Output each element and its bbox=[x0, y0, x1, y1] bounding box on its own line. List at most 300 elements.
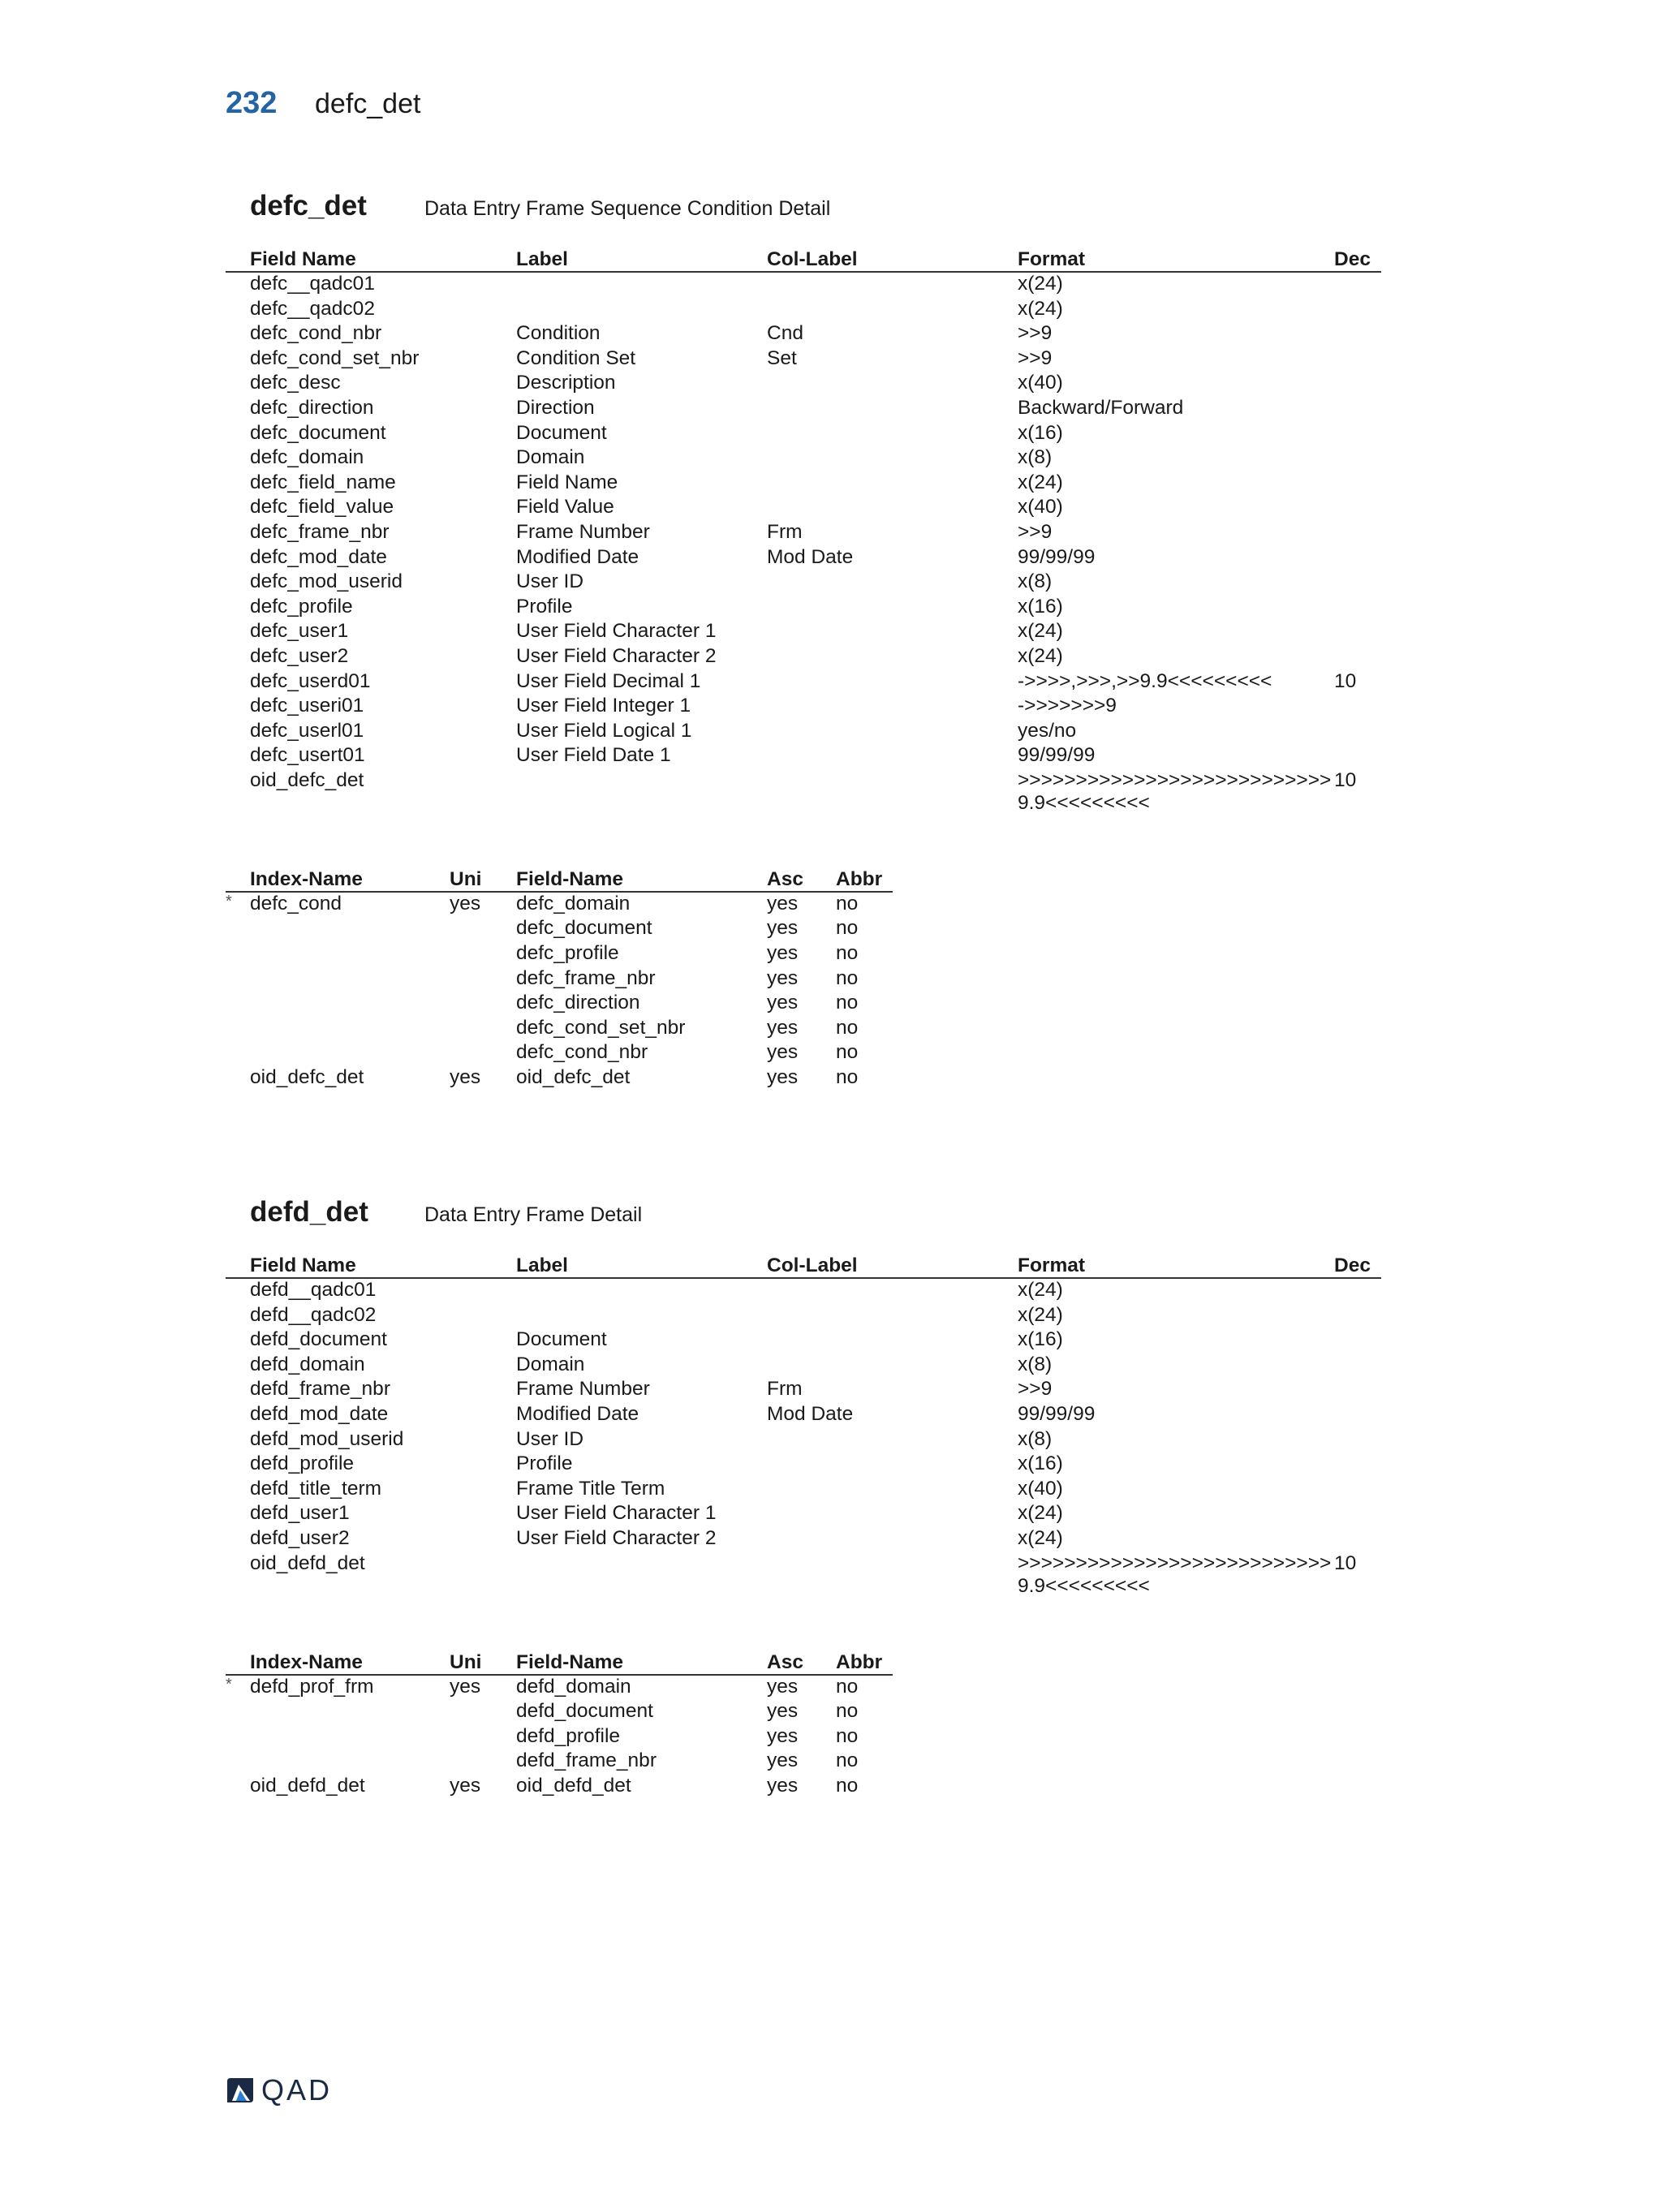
col-label-cell bbox=[767, 744, 1018, 769]
dec-cell bbox=[1334, 1478, 1381, 1503]
abbr-cell: no bbox=[836, 1041, 859, 1064]
index-name-cell: oid_defd_det bbox=[250, 1774, 365, 1797]
col-label-cell bbox=[767, 645, 1018, 670]
row-spacer bbox=[226, 1502, 250, 1527]
format-cell: x(8) bbox=[1018, 1427, 1053, 1450]
dec-cell bbox=[1334, 1452, 1381, 1478]
abbr-cell: no bbox=[836, 917, 859, 940]
ascending-cell: yes bbox=[767, 1724, 799, 1747]
field-name-cell: defd_title_term bbox=[250, 1477, 382, 1500]
field-name-cell: defd_domain bbox=[250, 1353, 365, 1375]
header-spacer bbox=[226, 867, 250, 892]
format-cell: x(16) bbox=[1018, 421, 1063, 444]
table-row bbox=[226, 496, 1381, 521]
index-name-cell bbox=[250, 992, 450, 1017]
abbr-cell: no bbox=[836, 1724, 859, 1747]
field-name-cell: oid_defd_det bbox=[250, 1551, 365, 1574]
format-cell: >>9 bbox=[1018, 1378, 1053, 1401]
index-table bbox=[226, 867, 893, 1091]
col-label-cell: Mod Date bbox=[767, 545, 854, 568]
index-name-cell bbox=[250, 967, 450, 992]
label-cell: Modified Date bbox=[516, 1402, 639, 1425]
label-cell: Profile bbox=[516, 1452, 573, 1475]
col-label-cell bbox=[767, 1304, 1018, 1329]
col-label-cell bbox=[767, 446, 1018, 471]
primary-index-marker bbox=[226, 1041, 250, 1066]
col-label-cell bbox=[767, 1452, 1018, 1478]
label-cell: User ID bbox=[516, 1427, 584, 1450]
field-name-cell: defc_mod_userid bbox=[250, 570, 403, 593]
format-cell: x(24) bbox=[1018, 1502, 1063, 1525]
field-name-cell: defd_mod_date bbox=[250, 1402, 389, 1425]
row-spacer bbox=[226, 521, 250, 546]
col-label-cell bbox=[767, 570, 1018, 596]
row-spacer bbox=[226, 1278, 250, 1304]
field-table bbox=[226, 1253, 1381, 1598]
dec-cell bbox=[1334, 645, 1381, 670]
table-row bbox=[226, 967, 893, 992]
col-label-cell bbox=[767, 1278, 1018, 1304]
row-spacer bbox=[226, 422, 250, 447]
dec-cell bbox=[1334, 1353, 1381, 1379]
table-section-defc-det bbox=[226, 190, 1381, 1091]
column-header: Abbr bbox=[836, 1650, 893, 1675]
format-cell: >>>>>>>>>>>>>>>>>>>>>>>>>>>9.9<<<<<<<<< bbox=[1018, 768, 1332, 814]
ascending-cell: yes bbox=[767, 1749, 799, 1772]
ascending-cell: yes bbox=[767, 942, 799, 965]
index-name-cell bbox=[250, 942, 450, 967]
field-name-cell: defc_userd01 bbox=[250, 669, 371, 692]
row-spacer bbox=[226, 446, 250, 471]
column-header: Col-Label bbox=[767, 247, 1018, 272]
label-cell: Field Value bbox=[516, 496, 614, 519]
table-row bbox=[226, 942, 893, 967]
column-header: Asc bbox=[767, 867, 836, 892]
dec-cell bbox=[1334, 272, 1381, 298]
col-label-cell bbox=[767, 720, 1018, 745]
unique-cell bbox=[450, 942, 516, 967]
field-name-cell: defc_field_name bbox=[250, 471, 396, 493]
format-cell: ->>>>>>>9 bbox=[1018, 695, 1117, 717]
field-name-cell: defd_user2 bbox=[250, 1526, 350, 1549]
col-label-cell bbox=[767, 1527, 1018, 1552]
index-field-name-cell: defc_domain bbox=[516, 892, 631, 914]
dec-cell bbox=[1334, 446, 1381, 471]
running-title: defc_det bbox=[315, 88, 421, 119]
row-spacer bbox=[226, 1403, 250, 1428]
abbr-cell: no bbox=[836, 1675, 859, 1698]
row-spacer bbox=[226, 496, 250, 521]
table-row bbox=[226, 620, 1381, 645]
label-cell: User Field Decimal 1 bbox=[516, 669, 701, 692]
field-table-header bbox=[226, 247, 1381, 272]
label-cell: Condition Set bbox=[516, 346, 636, 369]
unique-cell: yes bbox=[450, 1675, 481, 1698]
label-cell: Frame Number bbox=[516, 520, 650, 543]
col-label-cell: Frm bbox=[767, 1378, 803, 1401]
index-field-name-cell: oid_defd_det bbox=[516, 1774, 631, 1797]
field-name-cell: defd__qadc02 bbox=[250, 1303, 377, 1326]
label-cell: Domain bbox=[516, 1353, 585, 1375]
label-cell: User Field Character 2 bbox=[516, 644, 717, 667]
field-name-cell: defc_mod_date bbox=[250, 545, 387, 568]
format-cell: >>9 bbox=[1018, 346, 1053, 369]
format-cell: x(24) bbox=[1018, 1526, 1063, 1549]
label-cell: Domain bbox=[516, 446, 585, 469]
label-cell: User Field Character 1 bbox=[516, 620, 717, 643]
dec-cell bbox=[1334, 1278, 1381, 1304]
index-name-cell bbox=[250, 1749, 450, 1775]
table-row bbox=[226, 744, 1381, 769]
format-cell: >>9 bbox=[1018, 520, 1053, 543]
field-table bbox=[226, 247, 1381, 815]
label-cell: User Field Date 1 bbox=[516, 744, 671, 767]
dec-cell bbox=[1334, 1304, 1381, 1329]
index-field-name-cell: defd_profile bbox=[516, 1724, 621, 1747]
dec-cell bbox=[1334, 496, 1381, 521]
table-row bbox=[226, 1749, 893, 1775]
field-name-cell: defd_mod_userid bbox=[250, 1427, 404, 1450]
label-cell: Document bbox=[516, 1328, 607, 1351]
table-row bbox=[226, 397, 1381, 422]
table-row bbox=[226, 422, 1381, 447]
col-label-cell bbox=[767, 769, 1018, 815]
table-row bbox=[226, 1452, 1381, 1478]
table-row bbox=[226, 546, 1381, 571]
field-name-cell: defc_userl01 bbox=[250, 719, 364, 742]
row-spacer bbox=[226, 1478, 250, 1503]
column-header: Format bbox=[1018, 1253, 1334, 1278]
label-cell: Direction bbox=[516, 396, 595, 419]
field-name-cell: defc_desc bbox=[250, 372, 341, 394]
label-cell: Profile bbox=[516, 595, 573, 618]
format-cell: x(40) bbox=[1018, 496, 1063, 519]
logo-text: QAD bbox=[261, 2073, 333, 2107]
table-row bbox=[226, 1675, 893, 1701]
table-row bbox=[226, 1527, 1381, 1552]
row-spacer bbox=[226, 695, 250, 720]
index-name-cell bbox=[250, 1017, 450, 1042]
dec-cell bbox=[1334, 1428, 1381, 1453]
index-name-cell bbox=[250, 1700, 450, 1725]
primary-index-marker bbox=[226, 1775, 250, 1800]
row-spacer bbox=[226, 645, 250, 670]
index-field-name-cell: oid_defc_det bbox=[516, 1066, 631, 1089]
column-header: Abbr bbox=[836, 867, 893, 892]
primary-index-marker bbox=[226, 1700, 250, 1725]
row-spacer bbox=[226, 272, 250, 298]
row-spacer bbox=[226, 670, 250, 695]
ascending-cell: yes bbox=[767, 992, 799, 1014]
field-name-cell: defc_cond_nbr bbox=[250, 322, 382, 345]
table-row bbox=[226, 596, 1381, 621]
unique-cell: yes bbox=[450, 892, 481, 914]
unique-cell bbox=[450, 1749, 516, 1775]
abbr-cell: no bbox=[836, 1749, 859, 1772]
label-cell: Document bbox=[516, 421, 607, 444]
table-row bbox=[226, 1775, 893, 1800]
column-header: Field-Name bbox=[516, 867, 767, 892]
format-cell: x(24) bbox=[1018, 273, 1063, 295]
ascending-cell: yes bbox=[767, 1016, 799, 1039]
dec-cell bbox=[1334, 298, 1381, 323]
label-cell: Condition bbox=[516, 322, 601, 345]
col-label-cell bbox=[767, 620, 1018, 645]
table-row bbox=[226, 1304, 1381, 1329]
table-row bbox=[226, 769, 1381, 815]
col-label-cell bbox=[767, 422, 1018, 447]
label-cell bbox=[516, 1304, 767, 1329]
col-label-cell bbox=[767, 298, 1018, 323]
table-row bbox=[226, 645, 1381, 670]
table-row bbox=[226, 471, 1381, 497]
row-spacer bbox=[226, 570, 250, 596]
format-cell: ->>>>,>>>,>>9.9<<<<<<<<< bbox=[1018, 669, 1272, 692]
table-row bbox=[226, 1478, 1381, 1503]
row-spacer bbox=[226, 347, 250, 372]
table-row bbox=[226, 1328, 1381, 1353]
table-row bbox=[226, 1353, 1381, 1379]
format-cell: Backward/Forward bbox=[1018, 396, 1184, 419]
primary-index-marker bbox=[226, 1017, 250, 1042]
field-name-cell: defc_cond_set_nbr bbox=[250, 346, 420, 369]
field-name-cell: oid_defc_det bbox=[250, 768, 364, 791]
field-name-cell: defc__qadc01 bbox=[250, 273, 375, 295]
row-spacer bbox=[226, 769, 250, 815]
col-label-cell: Mod Date bbox=[767, 1402, 854, 1425]
field-name-cell: defd_user1 bbox=[250, 1502, 350, 1525]
field-name-cell: defc_usert01 bbox=[250, 744, 365, 767]
ascending-cell: yes bbox=[767, 966, 799, 989]
table-row bbox=[226, 1017, 893, 1042]
index-field-name-cell: defd_frame_nbr bbox=[516, 1749, 657, 1772]
dec-cell bbox=[1334, 570, 1381, 596]
dec-cell: 10 bbox=[1334, 669, 1357, 692]
table-row bbox=[226, 322, 1381, 347]
header-spacer bbox=[226, 1650, 250, 1675]
col-label-cell bbox=[767, 372, 1018, 397]
dec-cell: 10 bbox=[1334, 1551, 1357, 1574]
label-cell: Field Name bbox=[516, 471, 618, 493]
section-heading bbox=[250, 190, 1381, 222]
field-name-cell: defc_profile bbox=[250, 595, 353, 618]
label-cell: User Field Logical 1 bbox=[516, 719, 692, 742]
table-row bbox=[226, 720, 1381, 745]
dec-cell bbox=[1334, 695, 1381, 720]
unique-cell bbox=[450, 1725, 516, 1750]
format-cell: 99/99/99 bbox=[1018, 545, 1096, 568]
column-header: Field-Name bbox=[516, 1650, 767, 1675]
format-cell: x(16) bbox=[1018, 1452, 1063, 1475]
index-name-cell: defc_cond bbox=[250, 892, 342, 914]
format-cell: x(24) bbox=[1018, 620, 1063, 643]
primary-index-marker bbox=[226, 942, 250, 967]
row-spacer bbox=[226, 1527, 250, 1552]
row-spacer bbox=[226, 720, 250, 745]
abbr-cell: no bbox=[836, 992, 859, 1014]
field-name-cell: defc_user1 bbox=[250, 620, 349, 643]
col-label-cell bbox=[767, 397, 1018, 422]
field-name-cell: defc_user2 bbox=[250, 644, 349, 667]
column-header: Index-Name bbox=[250, 867, 450, 892]
abbr-cell: no bbox=[836, 1066, 859, 1089]
field-name-cell: defc_direction bbox=[250, 396, 374, 419]
abbr-cell: no bbox=[836, 892, 859, 914]
ascending-cell: yes bbox=[767, 1675, 799, 1698]
primary-index-marker bbox=[226, 1749, 250, 1775]
label-cell: User Field Character 1 bbox=[516, 1502, 717, 1525]
column-header: Format bbox=[1018, 247, 1334, 272]
col-label-cell bbox=[767, 1428, 1018, 1453]
column-header: Label bbox=[516, 247, 767, 272]
primary-index-marker: * bbox=[226, 1675, 232, 1693]
index-field-name-cell: defd_document bbox=[516, 1700, 653, 1723]
abbr-cell: no bbox=[836, 942, 859, 965]
row-spacer bbox=[226, 744, 250, 769]
ascending-cell: yes bbox=[767, 1066, 799, 1089]
col-label-cell bbox=[767, 1552, 1018, 1598]
table-row bbox=[226, 1552, 1381, 1598]
format-cell: >>9 bbox=[1018, 322, 1053, 345]
row-spacer bbox=[226, 620, 250, 645]
unique-cell bbox=[450, 1700, 516, 1725]
dec-cell bbox=[1334, 1403, 1381, 1428]
index-field-name-cell: defc_profile bbox=[516, 942, 619, 965]
label-cell: Description bbox=[516, 372, 616, 394]
table-section-defd-det bbox=[226, 1196, 1381, 1800]
table-row bbox=[226, 992, 893, 1017]
dec-cell bbox=[1334, 546, 1381, 571]
column-header: Uni bbox=[450, 1650, 516, 1675]
dec-cell bbox=[1334, 372, 1381, 397]
dec-cell bbox=[1334, 471, 1381, 497]
table-row bbox=[226, 1066, 893, 1091]
index-field-name-cell: defc_direction bbox=[516, 992, 640, 1014]
abbr-cell: no bbox=[836, 966, 859, 989]
column-header: Field Name bbox=[250, 247, 516, 272]
table-row bbox=[226, 1700, 893, 1725]
format-cell: x(40) bbox=[1018, 372, 1063, 394]
index-table-header bbox=[226, 867, 893, 892]
col-label-cell bbox=[767, 1502, 1018, 1527]
table-row bbox=[226, 917, 893, 942]
col-label-cell: Frm bbox=[767, 520, 803, 543]
format-cell: x(24) bbox=[1018, 1303, 1063, 1326]
dec-cell bbox=[1334, 1527, 1381, 1552]
col-label-cell bbox=[767, 596, 1018, 621]
dec-cell bbox=[1334, 521, 1381, 546]
field-name-cell: defd_profile bbox=[250, 1452, 355, 1475]
unique-cell: yes bbox=[450, 1774, 481, 1797]
field-table-header bbox=[226, 1253, 1381, 1278]
unique-cell bbox=[450, 1041, 516, 1066]
field-name-cell: defd_frame_nbr bbox=[250, 1378, 390, 1401]
section-description: Data Entry Frame Sequence Condition Detail bbox=[424, 197, 831, 220]
format-cell: x(24) bbox=[1018, 297, 1063, 320]
format-cell: x(40) bbox=[1018, 1477, 1063, 1500]
row-spacer bbox=[226, 397, 250, 422]
dec-cell bbox=[1334, 322, 1381, 347]
table-row bbox=[226, 1428, 1381, 1453]
index-name-cell bbox=[250, 917, 450, 942]
field-name-cell: defc_useri01 bbox=[250, 695, 364, 717]
index-table-header bbox=[226, 1650, 893, 1675]
format-cell: x(24) bbox=[1018, 471, 1063, 493]
primary-index-marker: * bbox=[226, 892, 232, 910]
index-name-cell: defd_prof_frm bbox=[250, 1675, 374, 1698]
section-name: defd_det bbox=[250, 1196, 368, 1228]
format-cell: >>>>>>>>>>>>>>>>>>>>>>>>>>>9.9<<<<<<<<< bbox=[1018, 1551, 1332, 1597]
format-cell: x(16) bbox=[1018, 1328, 1063, 1351]
row-spacer bbox=[226, 322, 250, 347]
format-cell: x(24) bbox=[1018, 1279, 1063, 1301]
row-spacer bbox=[226, 1353, 250, 1379]
row-spacer bbox=[226, 1428, 250, 1453]
index-name-cell bbox=[250, 1041, 450, 1066]
ascending-cell: yes bbox=[767, 892, 799, 914]
table-row bbox=[226, 1378, 1381, 1403]
section-name: defc_det bbox=[250, 190, 367, 222]
col-label-cell bbox=[767, 1353, 1018, 1379]
field-name-cell: defc_field_value bbox=[250, 496, 394, 519]
primary-index-marker bbox=[226, 1725, 250, 1750]
index-name-cell: oid_defc_det bbox=[250, 1066, 364, 1089]
col-label-cell bbox=[767, 695, 1018, 720]
table-row bbox=[226, 1725, 893, 1750]
label-cell bbox=[516, 769, 767, 815]
format-cell: yes/no bbox=[1018, 719, 1077, 742]
label-cell bbox=[516, 1278, 767, 1304]
section-heading bbox=[250, 1196, 1381, 1229]
table-row bbox=[226, 446, 1381, 471]
abbr-cell: no bbox=[836, 1774, 859, 1797]
row-spacer bbox=[226, 596, 250, 621]
dec-cell bbox=[1334, 422, 1381, 447]
label-cell: User ID bbox=[516, 570, 584, 593]
index-field-name-cell: defc_cond_nbr bbox=[516, 1041, 648, 1064]
format-cell: 99/99/99 bbox=[1018, 744, 1096, 767]
unique-cell bbox=[450, 967, 516, 992]
index-field-name-cell: defc_document bbox=[516, 917, 652, 940]
table-row bbox=[226, 298, 1381, 323]
row-spacer bbox=[226, 1378, 250, 1403]
field-name-cell: defc_domain bbox=[250, 446, 364, 469]
unique-cell bbox=[450, 992, 516, 1017]
column-header: Asc bbox=[767, 1650, 836, 1675]
col-label-cell bbox=[767, 471, 1018, 497]
index-field-name-cell: defc_cond_set_nbr bbox=[516, 1016, 686, 1039]
header-spacer bbox=[226, 247, 250, 272]
table-row bbox=[226, 670, 1381, 695]
col-label-cell bbox=[767, 670, 1018, 695]
col-label-cell: Set bbox=[767, 346, 797, 369]
table-row bbox=[226, 892, 893, 918]
unique-cell bbox=[450, 917, 516, 942]
format-cell: x(24) bbox=[1018, 644, 1063, 667]
primary-index-marker bbox=[226, 1066, 250, 1091]
col-label-cell bbox=[767, 1478, 1018, 1503]
field-name-cell: defd_document bbox=[250, 1328, 387, 1351]
column-header: Dec bbox=[1334, 1253, 1381, 1278]
field-name-cell: defc_frame_nbr bbox=[250, 520, 390, 543]
table-row bbox=[226, 272, 1381, 298]
ascending-cell: yes bbox=[767, 1774, 799, 1797]
dec-cell bbox=[1334, 1328, 1381, 1353]
label-cell: Frame Title Term bbox=[516, 1477, 665, 1500]
dec-cell bbox=[1334, 596, 1381, 621]
column-header: Dec bbox=[1334, 247, 1381, 272]
qad-logo bbox=[226, 2073, 332, 2107]
